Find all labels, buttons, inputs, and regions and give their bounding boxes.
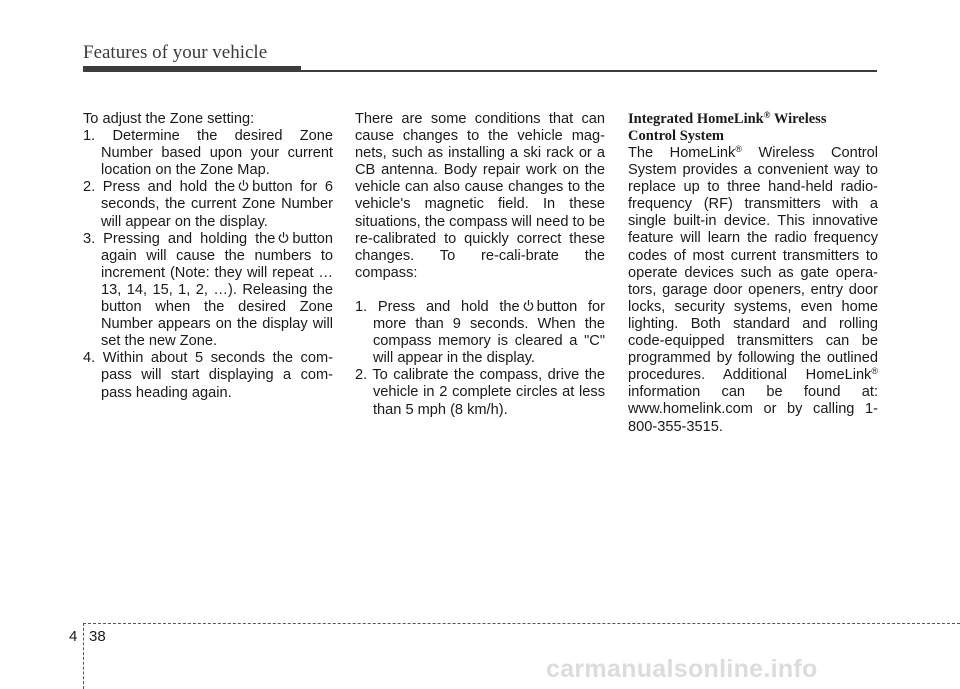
- chapter-number: 4: [69, 628, 78, 645]
- calibration-paragraph: There are some conditions that can cause changes to the vehicle mag-nets, such as installing a ski rack or a CB antenna. Body repair work on the vehicle can also cause changes to the vehicle's magnetic field. In these situations, the compass will need to be re-calibrated to quickly correct these changes. To re-cali-brate the compass:: [355, 111, 605, 281]
- zone-step-1: 1. Determine the desired Zone Number based upon your current location on the Zone Map.: [83, 128, 333, 179]
- footer-rule: [83, 623, 960, 624]
- calibration-step-1: 1. Press and hold the button for more than 9 seconds. When the compass memory is cleared a "C" will appear in the display.: [355, 298, 605, 367]
- power-icon: [523, 299, 534, 312]
- page-header-title: Features of your vehicle: [83, 42, 268, 63]
- zone-intro: To adjust the Zone setting:: [83, 111, 255, 127]
- zone-step-3: 3. Pressing and holding the button again will cause the numbers to increment (Note: they will repeat …13, 14, 15, 1, 2, …). Releasing the button when the desired Zone Number appears on the display will set the new Zone.: [83, 230, 333, 350]
- homelink-paragraph: The HomeLink® Wireless Control System provides a convenient way to replace up to three hand-held radio-frequency (RF) transmitters with a single built-in device. This innovative feature will learn the radio frequency codes of most current transmitters to operate devices such as gate opera-tors, garage door openers, entry door locks, security systems, even home lighting. Both standard and rolling code-equipped transmitters can be programmed by following the outlined procedures. Additional HomeLink® information can be found at: www.homelink.com or by calling 1-800-355-3515.: [628, 144, 878, 435]
- watermark: carmanualsonline.info: [546, 655, 818, 683]
- header-rule: [301, 70, 877, 72]
- homelink-heading: Integrated HomeLink® Wireless Control System: [628, 110, 827, 144]
- calibration-step-2: 2. To calibrate the compass, drive the vehicle in 2 complete circles at less than 5 mph (8 km/h).: [355, 367, 605, 418]
- footer-divider: [83, 623, 84, 689]
- column-calibration: [355, 111, 605, 419]
- zone-step-4: 4. Within about 5 seconds the com-pass will start displaying a com-pass heading again.: [83, 350, 333, 401]
- column-homelink: [628, 111, 878, 436]
- page-number: 38: [89, 628, 106, 645]
- header-bar: [83, 66, 301, 72]
- power-icon: [238, 179, 249, 192]
- column-zone-setting: [83, 111, 333, 402]
- zone-step-2: 2. Press and hold the button for 6 seconds, the current Zone Number will appear on the display.: [83, 179, 333, 230]
- power-icon: [278, 231, 289, 244]
